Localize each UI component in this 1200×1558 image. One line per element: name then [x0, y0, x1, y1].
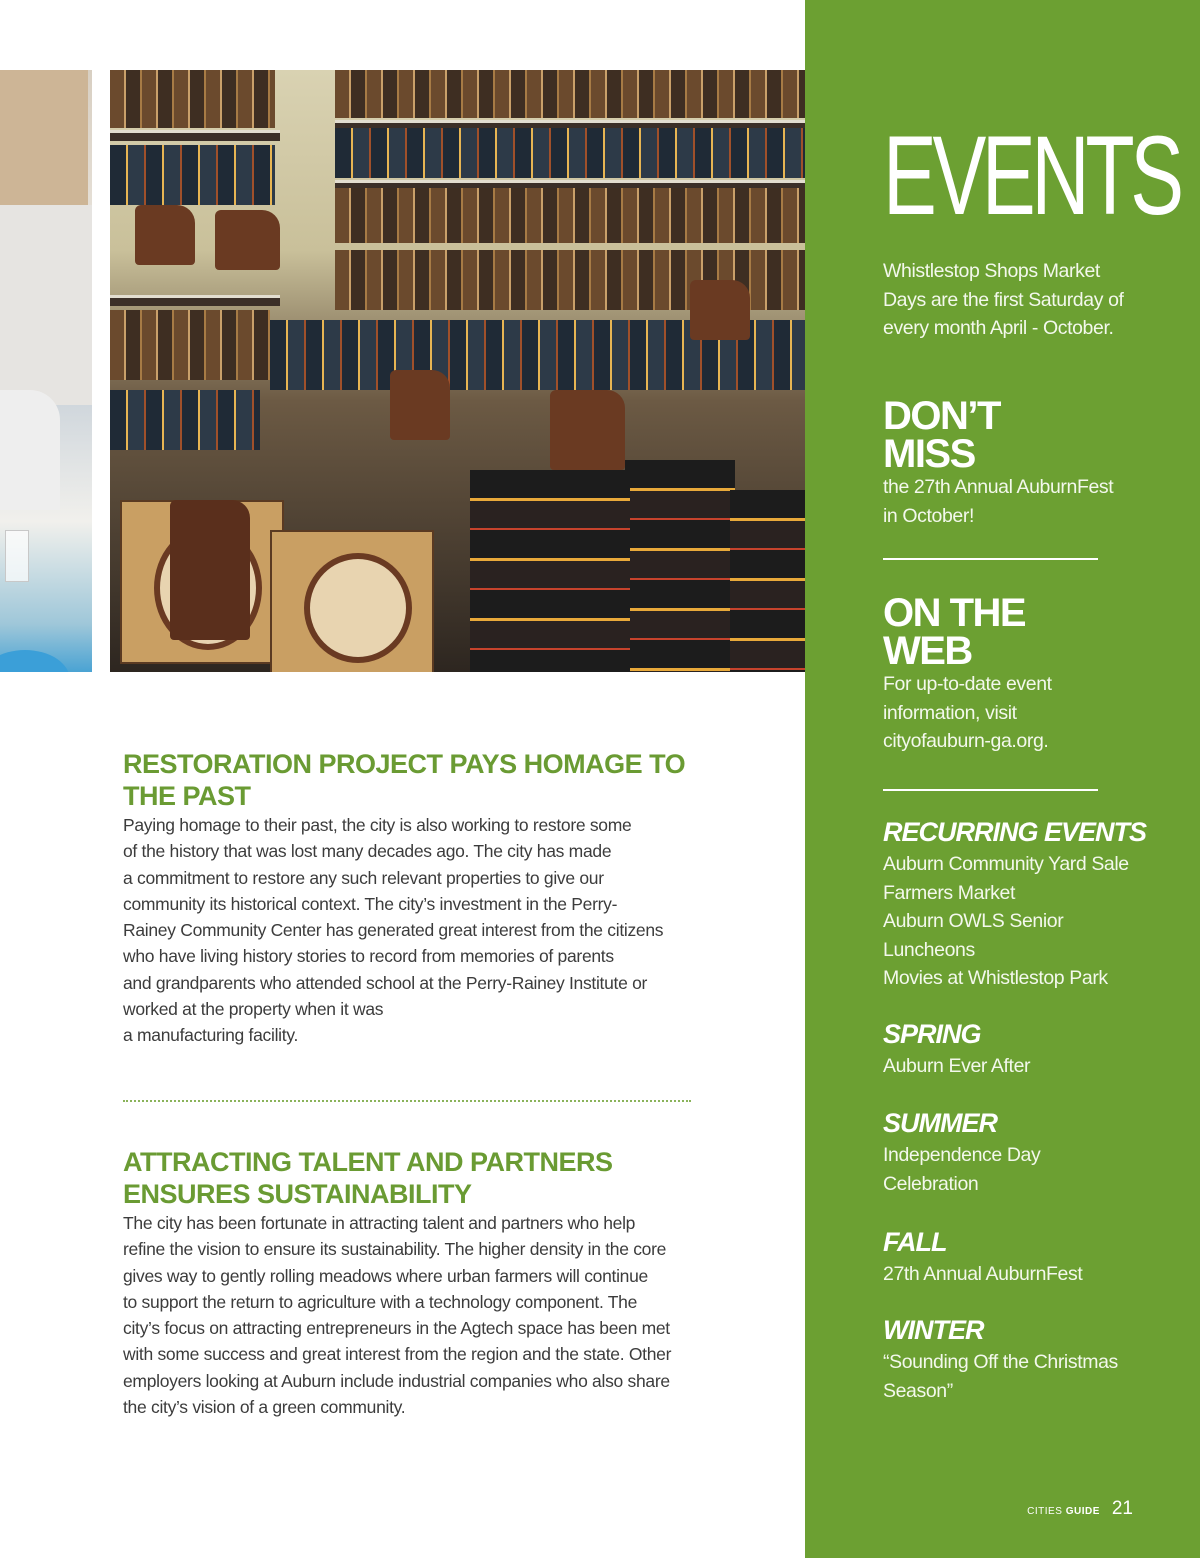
list-item: Auburn OWLS Senior: [883, 910, 1064, 932]
list-item: 27th Annual AuburnFest: [883, 1263, 1083, 1285]
article-restoration: [123, 748, 698, 1049]
section-title: WINTER: [883, 1315, 984, 1345]
on-web-block: [883, 591, 1183, 756]
list-item: Season”: [883, 1379, 953, 1402]
dont-miss-heading: DON’T MISS: [883, 394, 1000, 476]
sidebar-rule: [883, 558, 1098, 560]
dont-miss-text: the 27th Annual AuburnFest in October!: [883, 476, 1114, 527]
on-web-heading: ON THE WEB: [883, 591, 1026, 673]
section-title: RECURRING EVENTS: [883, 817, 1147, 847]
section-title: FALL: [883, 1227, 947, 1257]
publication-name: CITIES GUIDE: [1027, 1506, 1100, 1517]
article-body: Paying homage to their past, the city is also working to restore some of the history that was lost many decades ago. The city has made a commitment to restore any such relevant properties to give our community its historical context. The city’s investment in the Perry- Rainey Community Center has generated great interest from the citizens who have living history stories to record from memories of parents and grandparents who attended school at the Perry-Rainey Institute or worked at the property when it was a manufacturing facility.: [123, 815, 664, 1046]
page-footer: [1027, 1498, 1133, 1520]
list-item: Auburn Ever After: [883, 1055, 1031, 1077]
article-body: The city has been fortunate in attracting talent and partners who help refine the vision to ensure its sustainability. The higher density in the core gives way to gently rolling meadows where urban farmers will continue to support the return to agriculture with a technology component. The city’s focus on attracting entrepreneurs in the Agtech space has been met with some success and great interest from the region and the state. Other employers looking at Auburn include industrial companies who also share the city’s vision of a green community.: [123, 1213, 672, 1418]
section-title: SUMMER: [883, 1108, 997, 1138]
dont-miss-block: [883, 394, 1183, 530]
on-web-text: For up-to-date event information, visit cityofauburn-ga.org.: [883, 673, 1052, 752]
list-item: Independence Day: [883, 1144, 1041, 1166]
list-item: Farmers Market: [883, 881, 1015, 904]
sidebar-intro: Whistlestop Shops Market Days are the first Saturday of every month April - October.: [883, 260, 1124, 339]
recurring-events-block: [883, 816, 1183, 993]
article-talent: [123, 1146, 698, 1420]
list-item: Celebration: [883, 1172, 979, 1195]
events-sidebar: [805, 0, 1200, 1558]
sidebar-title: EVENTS: [883, 113, 1180, 238]
sidebar-rule: [883, 789, 1098, 791]
article-heading: ATTRACTING TALENT AND PARTNERS ENSURES SUSTAINABILITY: [123, 1147, 613, 1209]
winter-block: [883, 1314, 1183, 1405]
photo-craft-table: [0, 70, 92, 672]
spring-block: [883, 1018, 1183, 1081]
list-item: Luncheons: [883, 938, 975, 961]
summer-block: [883, 1107, 1183, 1198]
page-number: 21: [1111, 1498, 1133, 1519]
fall-block: [883, 1226, 1183, 1289]
photo-boot-store: [110, 70, 805, 672]
list-item: Movies at Whistlestop Park: [883, 967, 1108, 989]
list-item: “Sounding Off the Christmas: [883, 1351, 1118, 1373]
section-title: SPRING: [883, 1019, 981, 1049]
article-heading: RESTORATION PROJECT PAYS HOMAGE TO THE PAST: [123, 749, 686, 811]
divider: [123, 1100, 691, 1102]
list-item: Auburn Community Yard Sale: [883, 853, 1129, 875]
